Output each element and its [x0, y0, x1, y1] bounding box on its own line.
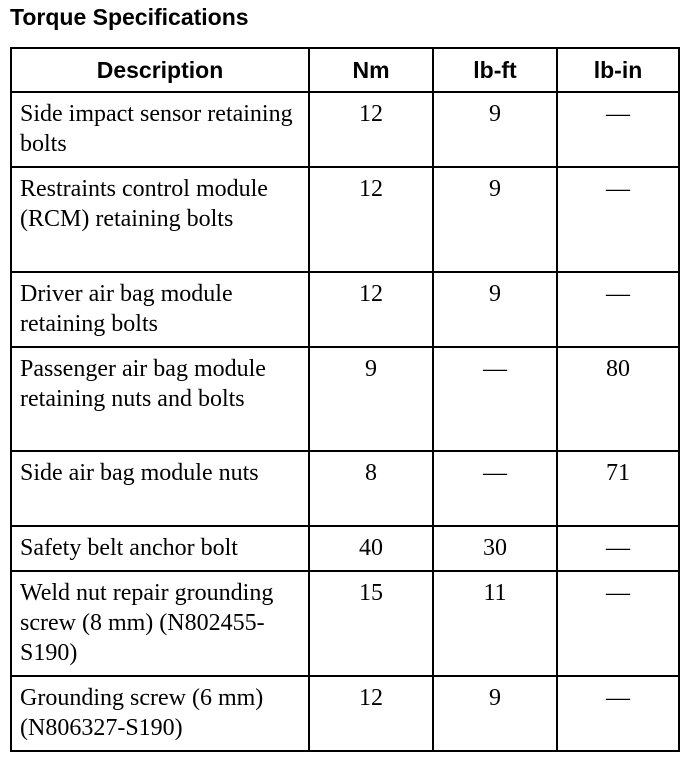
lb-in-cell: —: [557, 272, 679, 347]
description-cell: Grounding screw (6 mm) (N806327-S190): [11, 676, 309, 751]
table-row: [11, 571, 679, 676]
torque-spec-table: [10, 47, 680, 752]
table-row: [11, 526, 679, 571]
lb-in-cell: 71: [557, 451, 679, 526]
lb-ft-cell: 9: [433, 676, 557, 751]
table-row: [11, 272, 679, 347]
nm-cell: 8: [309, 451, 433, 526]
lb-in-cell: —: [557, 92, 679, 167]
lb-ft-cell: 9: [433, 92, 557, 167]
nm-cell: 12: [309, 167, 433, 272]
nm-cell: 12: [309, 92, 433, 167]
description-cell: Safety belt anchor bolt: [11, 526, 309, 571]
table-row: [11, 167, 679, 272]
page-title: Torque Specifications: [10, 4, 249, 30]
lb-in-cell: —: [557, 676, 679, 751]
column-header-lb-in: lb-in: [557, 48, 679, 92]
description-cell: Side impact sensor retaining bolts: [11, 92, 309, 167]
lb-ft-cell: 11: [433, 571, 557, 676]
column-header-lb-ft: lb-ft: [433, 48, 557, 92]
nm-cell: 15: [309, 571, 433, 676]
lb-in-cell: —: [557, 167, 679, 272]
header-row: [11, 48, 679, 92]
column-header-nm: Nm: [309, 48, 433, 92]
nm-cell: 9: [309, 347, 433, 451]
nm-cell: 12: [309, 676, 433, 751]
lb-ft-cell: —: [433, 451, 557, 526]
description-cell: Passenger air bag module retaining nuts and bolts: [11, 347, 309, 451]
lb-in-cell: —: [557, 526, 679, 571]
description-cell: Weld nut repair grounding screw (8 mm) (N802455-S190): [11, 571, 309, 676]
description-cell: Side air bag module nuts: [11, 451, 309, 526]
table-row: [11, 92, 679, 167]
lb-ft-cell: 30: [433, 526, 557, 571]
description-cell: Restraints control module (RCM) retaining bolts: [11, 167, 309, 272]
lb-in-cell: 80: [557, 347, 679, 451]
lb-ft-cell: 9: [433, 272, 557, 347]
column-header-description: Description: [11, 48, 309, 92]
nm-cell: 12: [309, 272, 433, 347]
table-row: [11, 676, 679, 751]
lb-in-cell: —: [557, 571, 679, 676]
table-row: [11, 451, 679, 526]
description-cell: Driver air bag module retaining bolts: [11, 272, 309, 347]
table-row: [11, 347, 679, 451]
nm-cell: 40: [309, 526, 433, 571]
lb-ft-cell: 9: [433, 167, 557, 272]
lb-ft-cell: —: [433, 347, 557, 451]
